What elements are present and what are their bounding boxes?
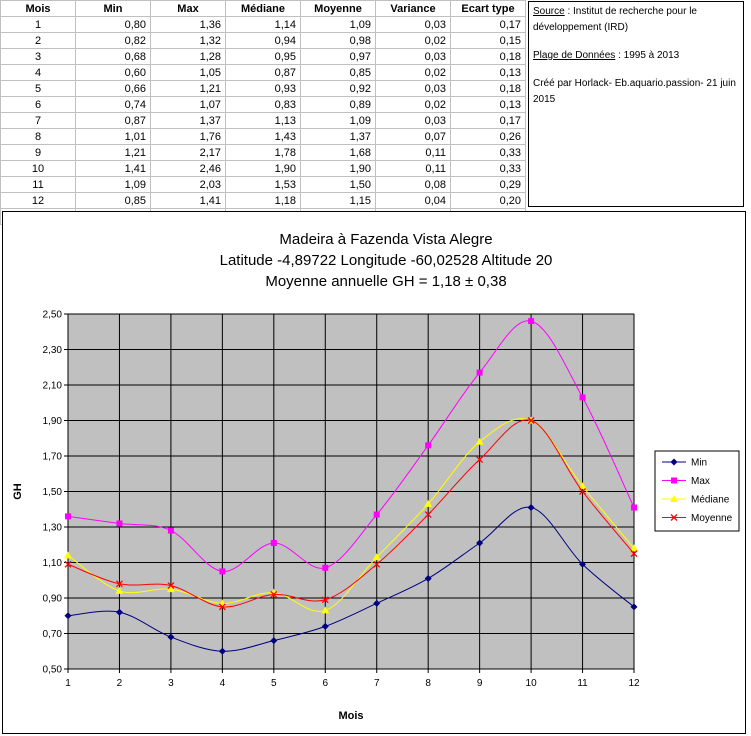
x-tick-label: 6 bbox=[322, 678, 329, 689]
table-cell: 1,09 bbox=[301, 113, 376, 129]
table-cell: 0,04 bbox=[376, 193, 451, 209]
table-cell: 0,02 bbox=[376, 33, 451, 49]
col-header: Min bbox=[76, 1, 151, 17]
table-cell: 1,18 bbox=[226, 193, 301, 209]
table-cell: 1,50 bbox=[301, 177, 376, 193]
table-cell: 2 bbox=[1, 33, 76, 49]
chart-title-line: Moyenne annuelle GH = 1,18 ± 0,38 bbox=[265, 273, 507, 290]
y-tick-label: 2,30 bbox=[42, 345, 62, 356]
table-cell: 0,02 bbox=[376, 97, 451, 113]
x-tick-label: 1 bbox=[65, 678, 71, 689]
table-cell: 2,17 bbox=[151, 145, 226, 161]
y-tick-label: 1,50 bbox=[42, 487, 62, 498]
table-cell: 0,11 bbox=[376, 161, 451, 177]
x-axis-label: Mois bbox=[338, 710, 364, 722]
table-cell: 0,60 bbox=[76, 65, 151, 81]
table-cell: 0,33 bbox=[451, 145, 526, 161]
table-cell: 0,82 bbox=[76, 33, 151, 49]
table-cell: 1 bbox=[1, 17, 76, 33]
table-cell: 3 bbox=[1, 49, 76, 65]
table-cell: 1,21 bbox=[151, 81, 226, 97]
table-cell: 11 bbox=[1, 177, 76, 193]
table-cell: 0,03 bbox=[376, 81, 451, 97]
chart-title-line: Latitude -4,89722 Longitude -60,02528 Altitude 20 bbox=[219, 252, 553, 269]
table-cell: 0,03 bbox=[376, 113, 451, 129]
legend-label: Moyenne bbox=[691, 513, 733, 524]
table-cell: 6 bbox=[1, 97, 76, 113]
y-tick-label: 0,70 bbox=[42, 629, 62, 640]
table-cell: 0,08 bbox=[376, 177, 451, 193]
table-cell: 1,41 bbox=[151, 193, 226, 209]
table-cell: 1,13 bbox=[226, 113, 301, 129]
table-cell: 0,26 bbox=[451, 129, 526, 145]
legend-label: Min bbox=[691, 457, 708, 469]
data-point-max bbox=[219, 568, 225, 574]
x-tick-label: 7 bbox=[373, 678, 380, 689]
table-cell: 5 bbox=[1, 81, 76, 97]
table-cell: 1,37 bbox=[151, 113, 226, 129]
table-cell: 12 bbox=[1, 193, 76, 209]
table-cell: 1,36 bbox=[151, 17, 226, 33]
table-cell: 0,15 bbox=[451, 33, 526, 49]
table-cell: 1,07 bbox=[151, 97, 226, 113]
table-cell: 0,13 bbox=[451, 65, 526, 81]
table-cell: 0,98 bbox=[301, 33, 376, 49]
y-tick-label: 2,50 bbox=[42, 309, 62, 321]
table-cell: 1,78 bbox=[226, 145, 301, 161]
table-cell: 1,09 bbox=[76, 177, 151, 193]
table-cell: 1,68 bbox=[301, 145, 376, 161]
y-tick-label: 1,90 bbox=[42, 416, 62, 427]
table-cell: 9 bbox=[1, 145, 76, 161]
table-cell: 1,28 bbox=[151, 49, 226, 65]
table-cell: 2,46 bbox=[151, 161, 226, 177]
col-header: Ecart type bbox=[451, 1, 526, 17]
col-header: Médiane bbox=[226, 1, 301, 17]
y-tick-label: 0,90 bbox=[42, 593, 62, 605]
data-point-max bbox=[116, 520, 122, 526]
data-point-max bbox=[580, 394, 586, 400]
range-text: : 1995 à 2013 bbox=[615, 50, 680, 61]
data-point-max bbox=[168, 528, 174, 534]
table-cell: 1,21 bbox=[76, 145, 151, 161]
table-cell: 1,05 bbox=[151, 65, 226, 81]
chart-title-line: Madeira à Fazenda Vista Alegre bbox=[279, 231, 493, 248]
table-cell: 0,03 bbox=[376, 17, 451, 33]
table-cell: 1,41 bbox=[76, 161, 151, 177]
table-cell: 0,17 bbox=[451, 113, 526, 129]
data-point-max bbox=[631, 504, 637, 510]
x-tick-label: 12 bbox=[628, 678, 640, 689]
table-cell: 0,68 bbox=[76, 49, 151, 65]
y-tick-label: 0,50 bbox=[42, 664, 62, 676]
table-cell: 7 bbox=[1, 113, 76, 129]
table-cell: 0,33 bbox=[451, 161, 526, 177]
table-cell: 0,18 bbox=[451, 81, 526, 97]
table-cell: 1,76 bbox=[151, 129, 226, 145]
table-cell: 0,85 bbox=[76, 193, 151, 209]
y-tick-label: 1,70 bbox=[42, 451, 62, 463]
table-cell: 8 bbox=[1, 129, 76, 145]
table-cell: 0,87 bbox=[226, 65, 301, 81]
table-cell: 1,53 bbox=[226, 177, 301, 193]
table-cell: 1,43 bbox=[226, 129, 301, 145]
table-cell: 1,01 bbox=[76, 129, 151, 145]
table-cell: 0,18 bbox=[451, 49, 526, 65]
legend-label: Max bbox=[691, 476, 710, 487]
x-tick-label: 9 bbox=[476, 678, 483, 689]
y-tick-label: 2,10 bbox=[42, 380, 62, 392]
credit-text: Créé par Horlack- Eb.aquario.passion- 21 juin 2015 bbox=[533, 78, 736, 105]
table-cell: 0,94 bbox=[226, 33, 301, 49]
table-cell: 0,87 bbox=[76, 113, 151, 129]
table-cell: 1,90 bbox=[226, 161, 301, 177]
table-cell: 0,02 bbox=[376, 65, 451, 81]
table-cell: 0,89 bbox=[301, 97, 376, 113]
table-cell: 2,03 bbox=[151, 177, 226, 193]
x-tick-label: 2 bbox=[116, 678, 123, 689]
data-point-max bbox=[528, 318, 534, 324]
x-tick-label: 3 bbox=[168, 678, 174, 689]
data-point-max bbox=[65, 513, 71, 519]
data-point-max bbox=[425, 442, 431, 448]
table-cell: 0,11 bbox=[376, 145, 451, 161]
table-cell: 1,32 bbox=[151, 33, 226, 49]
table-cell: 1,37 bbox=[301, 129, 376, 145]
table-cell: 0,66 bbox=[76, 81, 151, 97]
table-cell: 0,03 bbox=[376, 49, 451, 65]
table-cell: 0,74 bbox=[76, 97, 151, 113]
table-cell: 1,14 bbox=[226, 17, 301, 33]
table-cell: 0,17 bbox=[451, 17, 526, 33]
table-cell: 0,83 bbox=[226, 97, 301, 113]
table-cell: 1,90 bbox=[301, 161, 376, 177]
data-point-max bbox=[477, 370, 483, 376]
col-header: Variance bbox=[376, 1, 451, 17]
legend-marker bbox=[671, 478, 677, 484]
data-point-max bbox=[374, 512, 380, 518]
col-header: Moyenne bbox=[301, 1, 376, 17]
x-tick-label: 10 bbox=[525, 678, 537, 689]
col-header: Max bbox=[151, 1, 226, 17]
table-cell: 0,13 bbox=[451, 97, 526, 113]
data-point-max bbox=[271, 540, 277, 546]
table-cell: 10 bbox=[1, 161, 76, 177]
col-header: Mois bbox=[1, 1, 76, 17]
table-cell: 4 bbox=[1, 65, 76, 81]
source-label: Source bbox=[533, 6, 565, 17]
table-cell: 0,07 bbox=[376, 129, 451, 145]
range-label: Plage de Données bbox=[533, 50, 616, 61]
legend-label: Médiane bbox=[691, 494, 730, 506]
table-cell: 1,15 bbox=[301, 193, 376, 209]
table-cell: 0,20 bbox=[451, 193, 526, 209]
table-cell: 0,85 bbox=[301, 65, 376, 81]
table-cell: 0,97 bbox=[301, 49, 376, 65]
data-point-max bbox=[322, 565, 328, 571]
source-text: : Institut de recherche pour le développement (IRD) bbox=[533, 6, 697, 33]
y-axis-label: GH bbox=[12, 483, 24, 500]
table-cell: 0,92 bbox=[301, 81, 376, 97]
table-cell: 0,95 bbox=[226, 49, 301, 65]
x-tick-label: 11 bbox=[577, 678, 588, 689]
y-tick-label: 1,30 bbox=[42, 522, 62, 534]
x-tick-label: 4 bbox=[219, 678, 226, 689]
x-tick-label: 8 bbox=[425, 678, 431, 689]
table-cell: 0,93 bbox=[226, 81, 301, 97]
table-cell: 1,09 bbox=[301, 17, 376, 33]
y-tick-label: 1,10 bbox=[42, 558, 62, 569]
x-tick-label: 5 bbox=[271, 678, 277, 689]
table-cell: 0,29 bbox=[451, 177, 526, 193]
table-cell: 0,80 bbox=[76, 17, 151, 33]
